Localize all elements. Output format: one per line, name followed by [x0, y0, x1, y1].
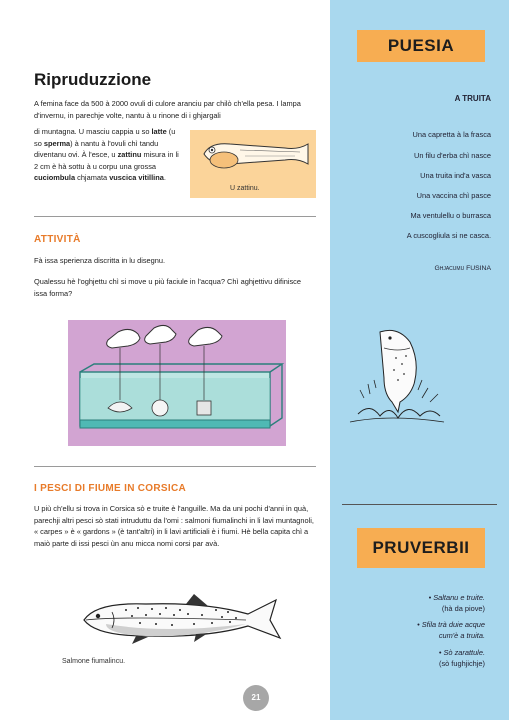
poem-line: Una truita ind'a vasca: [420, 171, 491, 180]
poem-line: Un filu d'erba chì nasce: [413, 151, 491, 160]
jumping-trout-illustration: [340, 318, 450, 428]
activity-paragraph-2: Qualessu hè l'oghjettu chì si move u più faciule in l'acqua? Chì aghjettivu difinisce issa forma?: [34, 277, 301, 298]
page-title: Ripruduzzione: [34, 70, 152, 89]
fry-caption: U zattinu.: [230, 185, 260, 192]
sidebar-divider: [342, 504, 497, 505]
divider-1: [34, 216, 316, 217]
page-number: 21: [243, 685, 269, 711]
poetry-tab: PUESIA: [357, 30, 485, 62]
repro-paragraph-1: A femina face da 500 à 2000 ovuli di culore aranciu par chilò ch'ella pesa. I lampa d'invernu, in parechje volte, nantu à u rinone di i ghjargali: [34, 99, 301, 120]
poem-line: A cuscogliula si ne casca.: [406, 231, 491, 240]
fish-fry-illustration: [190, 130, 316, 182]
poem-line: Una capretta à la frasca: [412, 130, 491, 139]
poem-line: Ma ventulellu o burrasca: [410, 211, 491, 220]
fish-fry-figure: [190, 130, 316, 198]
activity-title: ATTIVITÀ: [34, 234, 81, 245]
proverb-item: • Saltanu e truite. (hà da piove): [428, 593, 485, 613]
poem-author: Ghjacumu FUSINA: [434, 265, 491, 272]
proverb-item: • Sfila trà duie acque cum'è a truita.: [417, 620, 485, 640]
salmon-illustration: [76, 590, 288, 650]
proverb-item: • Sò zarattule. (sò fughjichje): [438, 648, 485, 668]
experiment-illustration: [68, 320, 286, 446]
proverbs-tab: PRUVERBII: [357, 528, 485, 568]
sidebar: [330, 0, 509, 720]
rivers-paragraph: U più ch'ellu si trova in Corsica sò e truite è l'anguille. Ma da uni pochi d'anni in quà, parechji altri pesci sò stati intruduttu da l'omi : salmoni fiumalinchi in li lavi muntagnoli, « carpes » è « gardons » (è tant'altri) in li lavi artificiali è i fiumi. Hè bella capita chì a maiò parte di issi pesci ùn anu micca nomi corsi par avà.: [34, 504, 314, 548]
repro-paragraph-2: di muntagna. U masciu cappia u so latte (u so sperma) à nantu à l'ovuli chì tandu diventanu ovi. À l'esce, u zattinu misura in li 2 cm è hà sottu à u corpu una grossa cuciombula chjamata vuscica vitillina.: [34, 127, 179, 183]
divider-2: [34, 466, 316, 467]
poem-line: Una vaccina chì pasce: [416, 191, 491, 200]
rivers-title: I PESCI DI FIUME IN CORSICA: [34, 483, 187, 494]
poem-title: A TRUITA: [454, 94, 491, 103]
activity-paragraph-1: Fà issa sperienza discritta in lu disegnu.: [34, 256, 166, 265]
experiment-figure: [68, 320, 286, 446]
salmon-caption: Salmone fiumalincu.: [62, 658, 126, 665]
